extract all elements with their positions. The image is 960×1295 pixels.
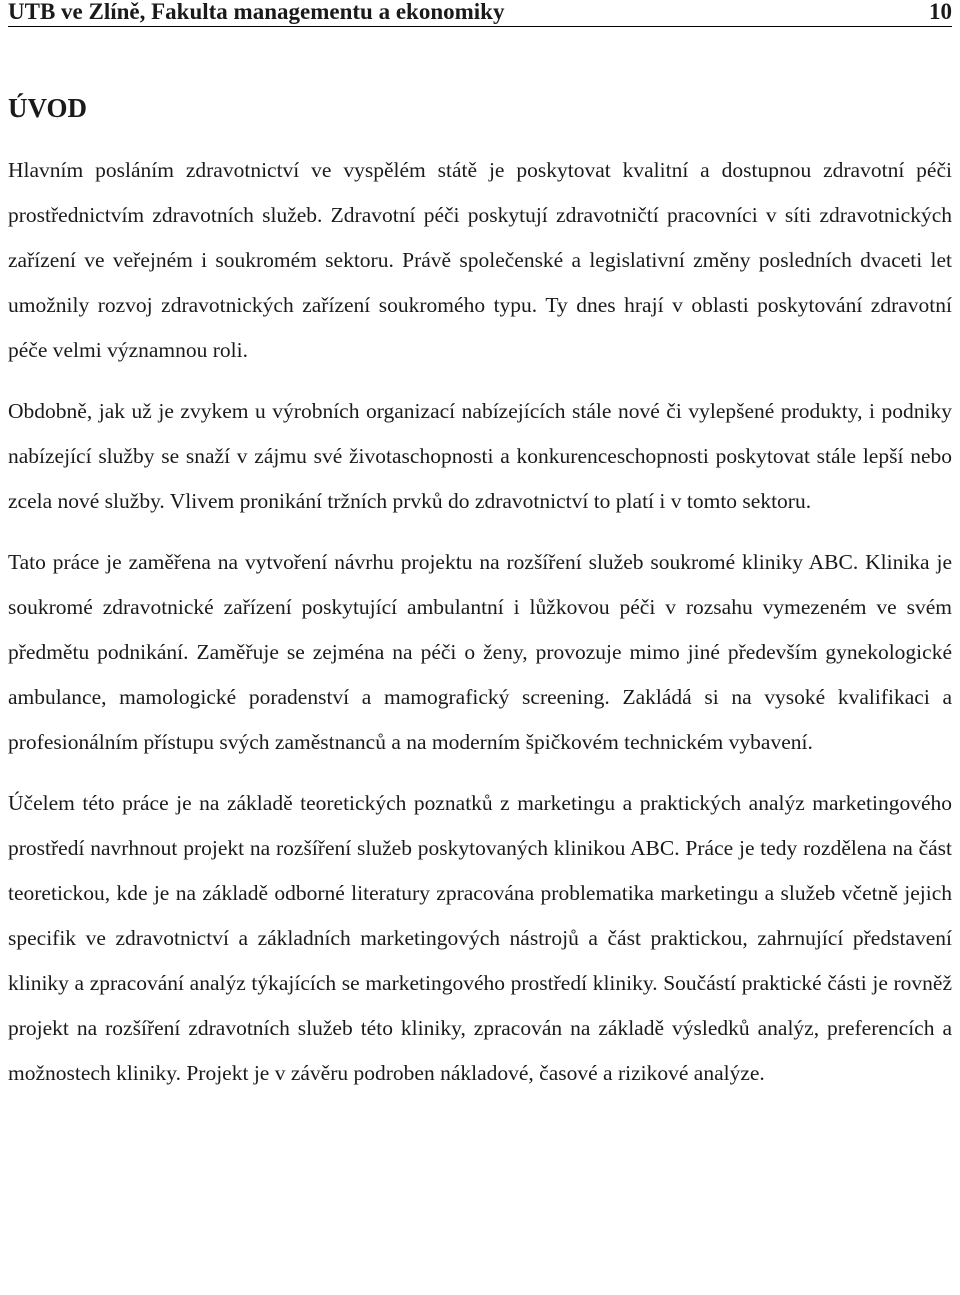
paragraph-3: Tato práce je zaměřena na vytvoření návrhu projektu na rozšíření služeb soukromé kliniky ABC. Klinika je soukromé zdravotnické zařízení poskytující ambulantní i lůžkovou péči v rozsahu vymezeném ve svém předmětu podnikání. Zaměřuje se zejména na péči o ženy, provozuje mimo jiné především gynekologické ambulance, mamologické poradenství a mamografický screening. Zakládá si na vysoké kvalifikaci a profesionálním přístupu svých zaměstnanců a na moderním špičkovém technickém vybavení.: [8, 550, 952, 754]
body-text: [8, 148, 952, 1112]
running-header: [8, 0, 952, 27]
paragraph-4: Účelem této práce je na základě teoretických poznatků z marketingu a praktických analýz marketingového prostředí navrhnout projekt na rozšíření služeb poskytovaných klinikou ABC. Práce je tedy rozdělena na část teoretickou, kde je na základě odborné literatury zpracována problematika marketingu a služeb včetně jejich specifik ve zdravotnictví a základních marketingových nástrojů a část praktickou, zahrnující představení kliniky a zpracování analýz týkajících se marketingového prostředí kliniky. Součástí praktické části je rovněž projekt na rozšíření zdravotních služeb této kliniky, zpracován na základě výsledků analýz, preferencích a možnostech kliniky. Projekt je v závěru podroben nákladové, časové a rizikové analýze.: [8, 791, 952, 1085]
header-institution: UTB ve Zlíně, Fakulta managementu a ekonomiky: [8, 0, 505, 24]
paragraph-1: Hlavním posláním zdravotnictví ve vyspělém státě je poskytovat kvalitní a dostupnou zdravotní péči prostřednictvím zdravotních služeb. Zdravotní péči poskytují zdravotničtí pracovníci v síti zdravotnických zařízení ve veřejném i soukromém sektoru. Právě společenské a legislativní změny posledních dvaceti let umožnily rozvoj zdravotnických zařízení soukromého typu. Ty dnes hrají v oblasti poskytování zdravotní péče velmi významnou roli.: [8, 158, 952, 362]
paragraph-2: Obdobně, jak už je zvykem u výrobních organizací nabízejících stále nové či vylepšené produkty, i podniky nabízející služby se snaží v zájmu své životaschopnosti a konkurenceschopnosti poskytovat stále lepší nebo zcela nové služby. Vlivem pronikání tržních prvků do zdravotnictví to platí i v tomto sektoru.: [8, 399, 952, 513]
chapter-title: ÚVOD: [8, 93, 87, 123]
page-number: 10: [929, 0, 952, 24]
